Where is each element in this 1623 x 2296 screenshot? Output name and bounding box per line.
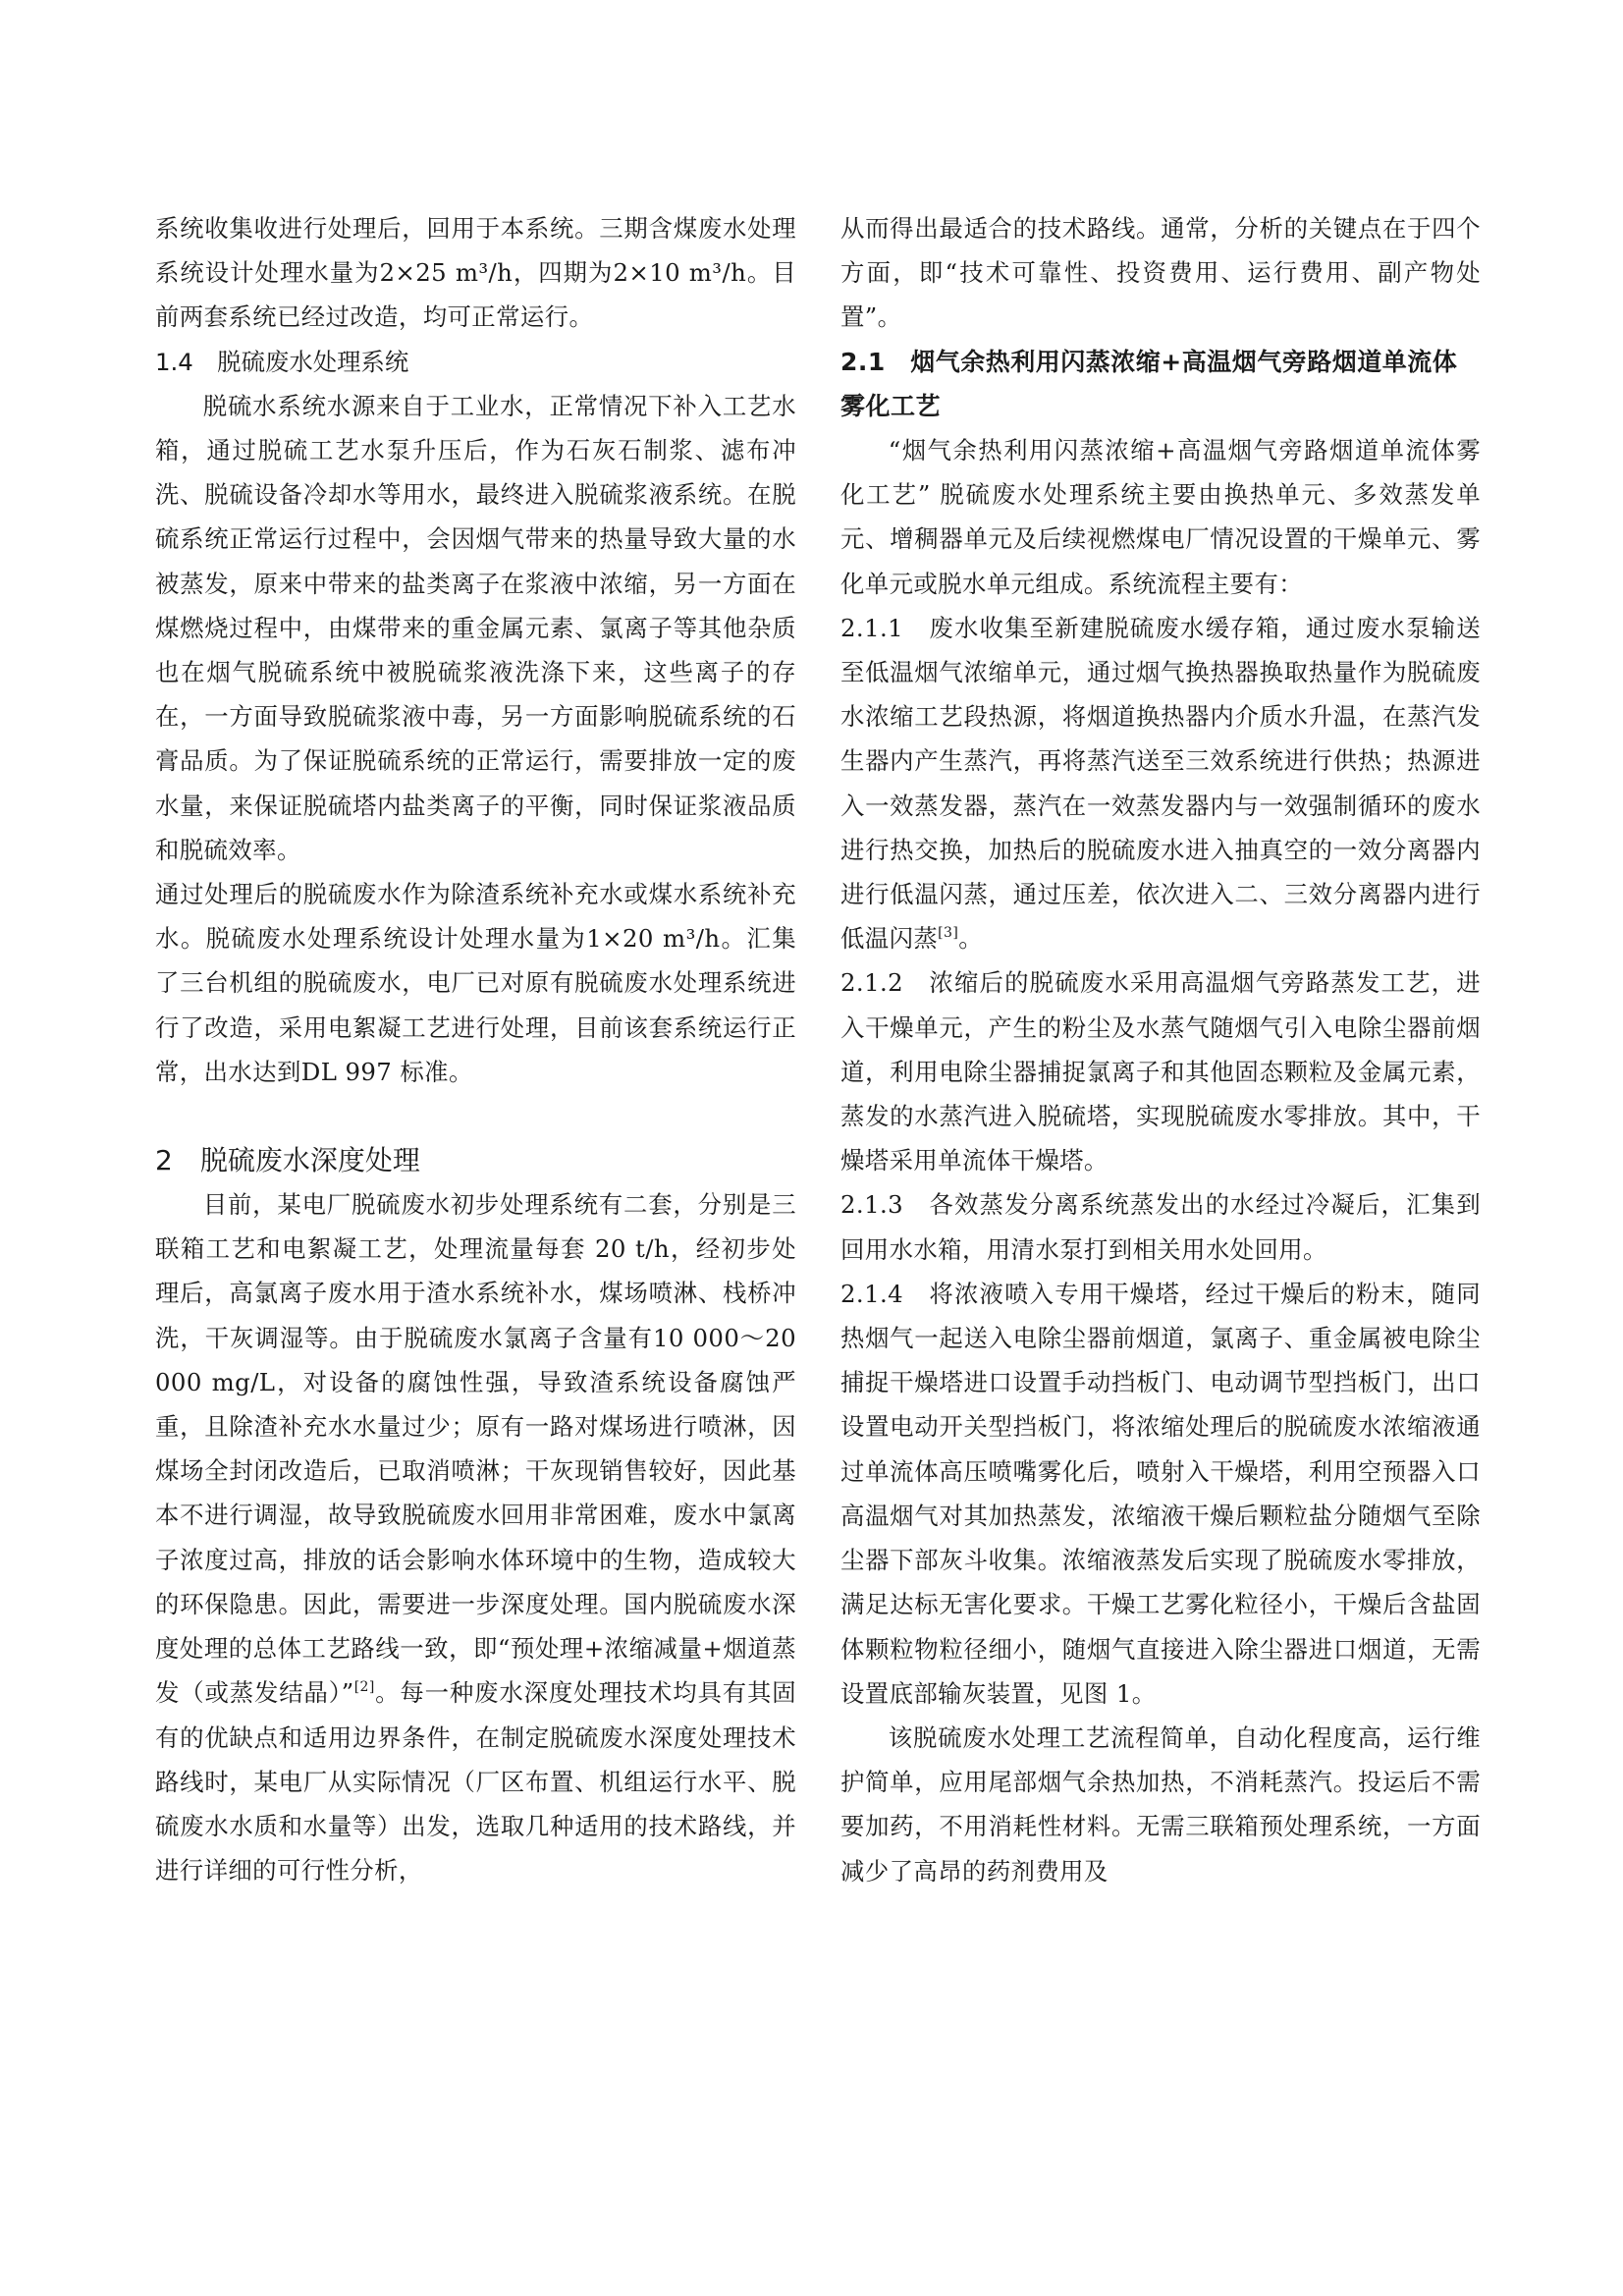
paragraph-right-cont: 从而得出最适合的技术路线。通常，分析的关键点在于四个方面，即“技术可靠性、投资费用、运行费用、副产物处置”。 xyxy=(840,214,1481,332)
citation-3[interactable]: [3] xyxy=(938,925,959,942)
paragraph-2-1: “烟气余热利用闪蒸浓缩+高温烟气旁路烟道单流体雾化工艺” 脱硫废水处理系统主要由换热单元、多效蒸发单元、增稠器单元及后续视燃煤电厂情况设置的干燥单元、雾化单元或脱水单元组成。系统流程主要有： xyxy=(840,436,1481,598)
heading-2: 2 脱硫废水深度处理 xyxy=(155,1144,420,1177)
paragraph-2-a xyxy=(155,1182,796,1892)
paragraph-final: 该脱硫废水处理工艺流程简单，自动化程度高，运行维护简单，应用尾部烟气余热加热，不消耗蒸汽。投运后不需要加药，不用消耗性材料。无需三联箱预处理系统，一方面减少了高昂的药剂费用及 xyxy=(840,1722,1481,1886)
paragraph-2-1-3: 2.1.3 各效蒸发分离系统蒸发出的水经过冷凝后，汇集到回用水水箱，用清水泵打到相关用水处回用。 xyxy=(840,1190,1481,1264)
paragraph-1-4-a: 脱硫水系统水源来自于工业水，正常情况下补入工艺水箱，通过脱硫工艺水泵升压后，作为石灰石制浆、滤布冲洗、脱硫设备冷却水等用水，最终进入脱硫浆液系统。在脱硫系统正常运行过程中，会因烟气带来的热量导致大量的水被蒸发，原来中带来的盐类离子在浆液中浓缩，另一方面在煤燃烧过程中，由煤带来的重金属元素、氯离子等其他杂质也在烟气脱硫系统中被脱硫浆液洗涤下来，这些离子的存在，一方面导致脱硫浆液中毒，另一方面影响脱硫系统的石膏品质。为了保证脱硫系统的正常运行，需要排放一定的废水量，来保证脱硫塔内盐类离子的平衡，同时保证浆液品质和脱硫效率。 xyxy=(155,391,796,864)
paragraph-2-a-text: 目前，某电厂脱硫废水初步处理系统有二套，分别是三联箱工艺和电絮凝工艺，处理流量每套 20 t/h，经初步处理后，高氯离子废水用于渣水系统补水，煤场喷淋、栈桥冲洗，干灰调湿等。由于脱硫废水氯离子含量有10 000～20 000 mg/L，对设备的腐蚀性强，导致渣系统设备腐蚀严重，且除渣补充水水量过少；原有一路对煤场进行喷淋，因煤场全封闭改造后，已取消喷淋；干灰现销售较好，因此基本不进行调湿，故导致脱硫废水回用非常困难，废水中氯离子浓度过高，排放的话会影响水体环境中的生物，造成较大的环保隐患。因此，需要进一步深度处理。国内脱硫废水深度处理的总体工艺路线一致，即“预处理+浓缩减量+烟道蒸发（或蒸发结晶）” xyxy=(155,1190,796,1708)
heading-2-1: 2.1 烟气余热利用闪蒸浓缩+高温烟气旁路烟道单流体雾化工艺 xyxy=(840,347,1458,420)
heading-1-4: 1.4 脱硫废水处理系统 xyxy=(155,347,409,376)
paragraph-2-1-1 xyxy=(840,606,1481,961)
paragraph-2-1-1-text: 2.1.1 废水收集至新建脱硫废水缓存箱，通过废水泵输送至低温烟气浓缩单元，通过烟气换热器换取热量作为脱硫废水浓缩工艺段热源，将烟道换热器内介质水升温，在蒸汽发生器内产生蒸汽，再将蒸汽送至三效系统进行供热；热源进入一效蒸发器，蒸汽在一效蒸发器内与一效强制循环的废水进行热交换，加热后的脱硫废水进入抽真空的一效分离器内进行低温闪蒸，通过压差，依次进入二、三效分离器内进行低温闪蒸 xyxy=(840,613,1481,954)
paragraph-intro: 系统收集收进行处理后，回用于本系统。三期含煤废水处理系统设计处理水量为2×25 m³/h，四期为2×10 m³/h。目前两套系统已经过改造，均可正常运行。 xyxy=(155,214,796,332)
citation-2[interactable]: [2] xyxy=(353,1679,375,1696)
paragraph-1-4-b: 通过处理后的脱硫废水作为除渣系统补充水或煤水系统补充水。脱硫废水处理系统设计处理水量为1×20 m³/h。汇集了三台机组的脱硫废水，电厂已对原有脱硫废水处理系统进行了改造，采用电絮凝工艺进行处理，目前该套系统运行正常，出水达到DL 997 标准。 xyxy=(155,880,796,1086)
paragraph-2-1-1-end: 。 xyxy=(958,924,983,954)
paragraph-2-1-4: 2.1.4 将浓液喷入专用干燥塔，经过干燥后的粉末，随同热烟气一起送入电除尘器前烟道，氯离子、重金属被电除尘捕捉干燥塔进口设置手动挡板门、电动调节型挡板门，出口设置电动开关型挡板门，将浓缩处理后的脱硫废水浓缩液通过单流体高压喷嘴雾化后，喷射入干燥塔，利用空预器入口高温烟气对其加热蒸发，浓缩液干燥后颗粒盐分随烟气至除尘器下部灰斗收集。浓缩液蒸发后实现了脱硫废水零排放，满足达标无害化要求。干燥工艺雾化粒径小，干燥后含盐固体颗粒物粒径细小，随烟气直接进入除尘器进口烟道，无需设置底部输灰装置，见图 1。 xyxy=(840,1279,1481,1708)
right-column xyxy=(840,206,1481,1893)
paragraph-2-a-cont: 。每一种废水深度处理技术均具有其固有的优缺点和适用边界条件，在制定脱硫废水深度处理技术路线时，某电厂从实际情况（厂区布置、机组运行水平、脱硫废水水质和水量等）出发，选取几种适用的技术路线，并进行详细的可行性分析， xyxy=(155,1678,796,1886)
paragraph-2-1-2: 2.1.2 浓缩后的脱硫废水采用高温烟气旁路蒸发工艺，进入干燥单元，产生的粉尘及水蒸气随烟气引入电除尘器前烟道，利用电除尘器捕捉氯离子和其他固态颗粒及金属元素，蒸发的水蒸汽进入脱硫塔，实现脱硫废水零排放。其中，干燥塔采用单流体干燥塔。 xyxy=(840,968,1481,1175)
left-column xyxy=(155,206,796,1892)
